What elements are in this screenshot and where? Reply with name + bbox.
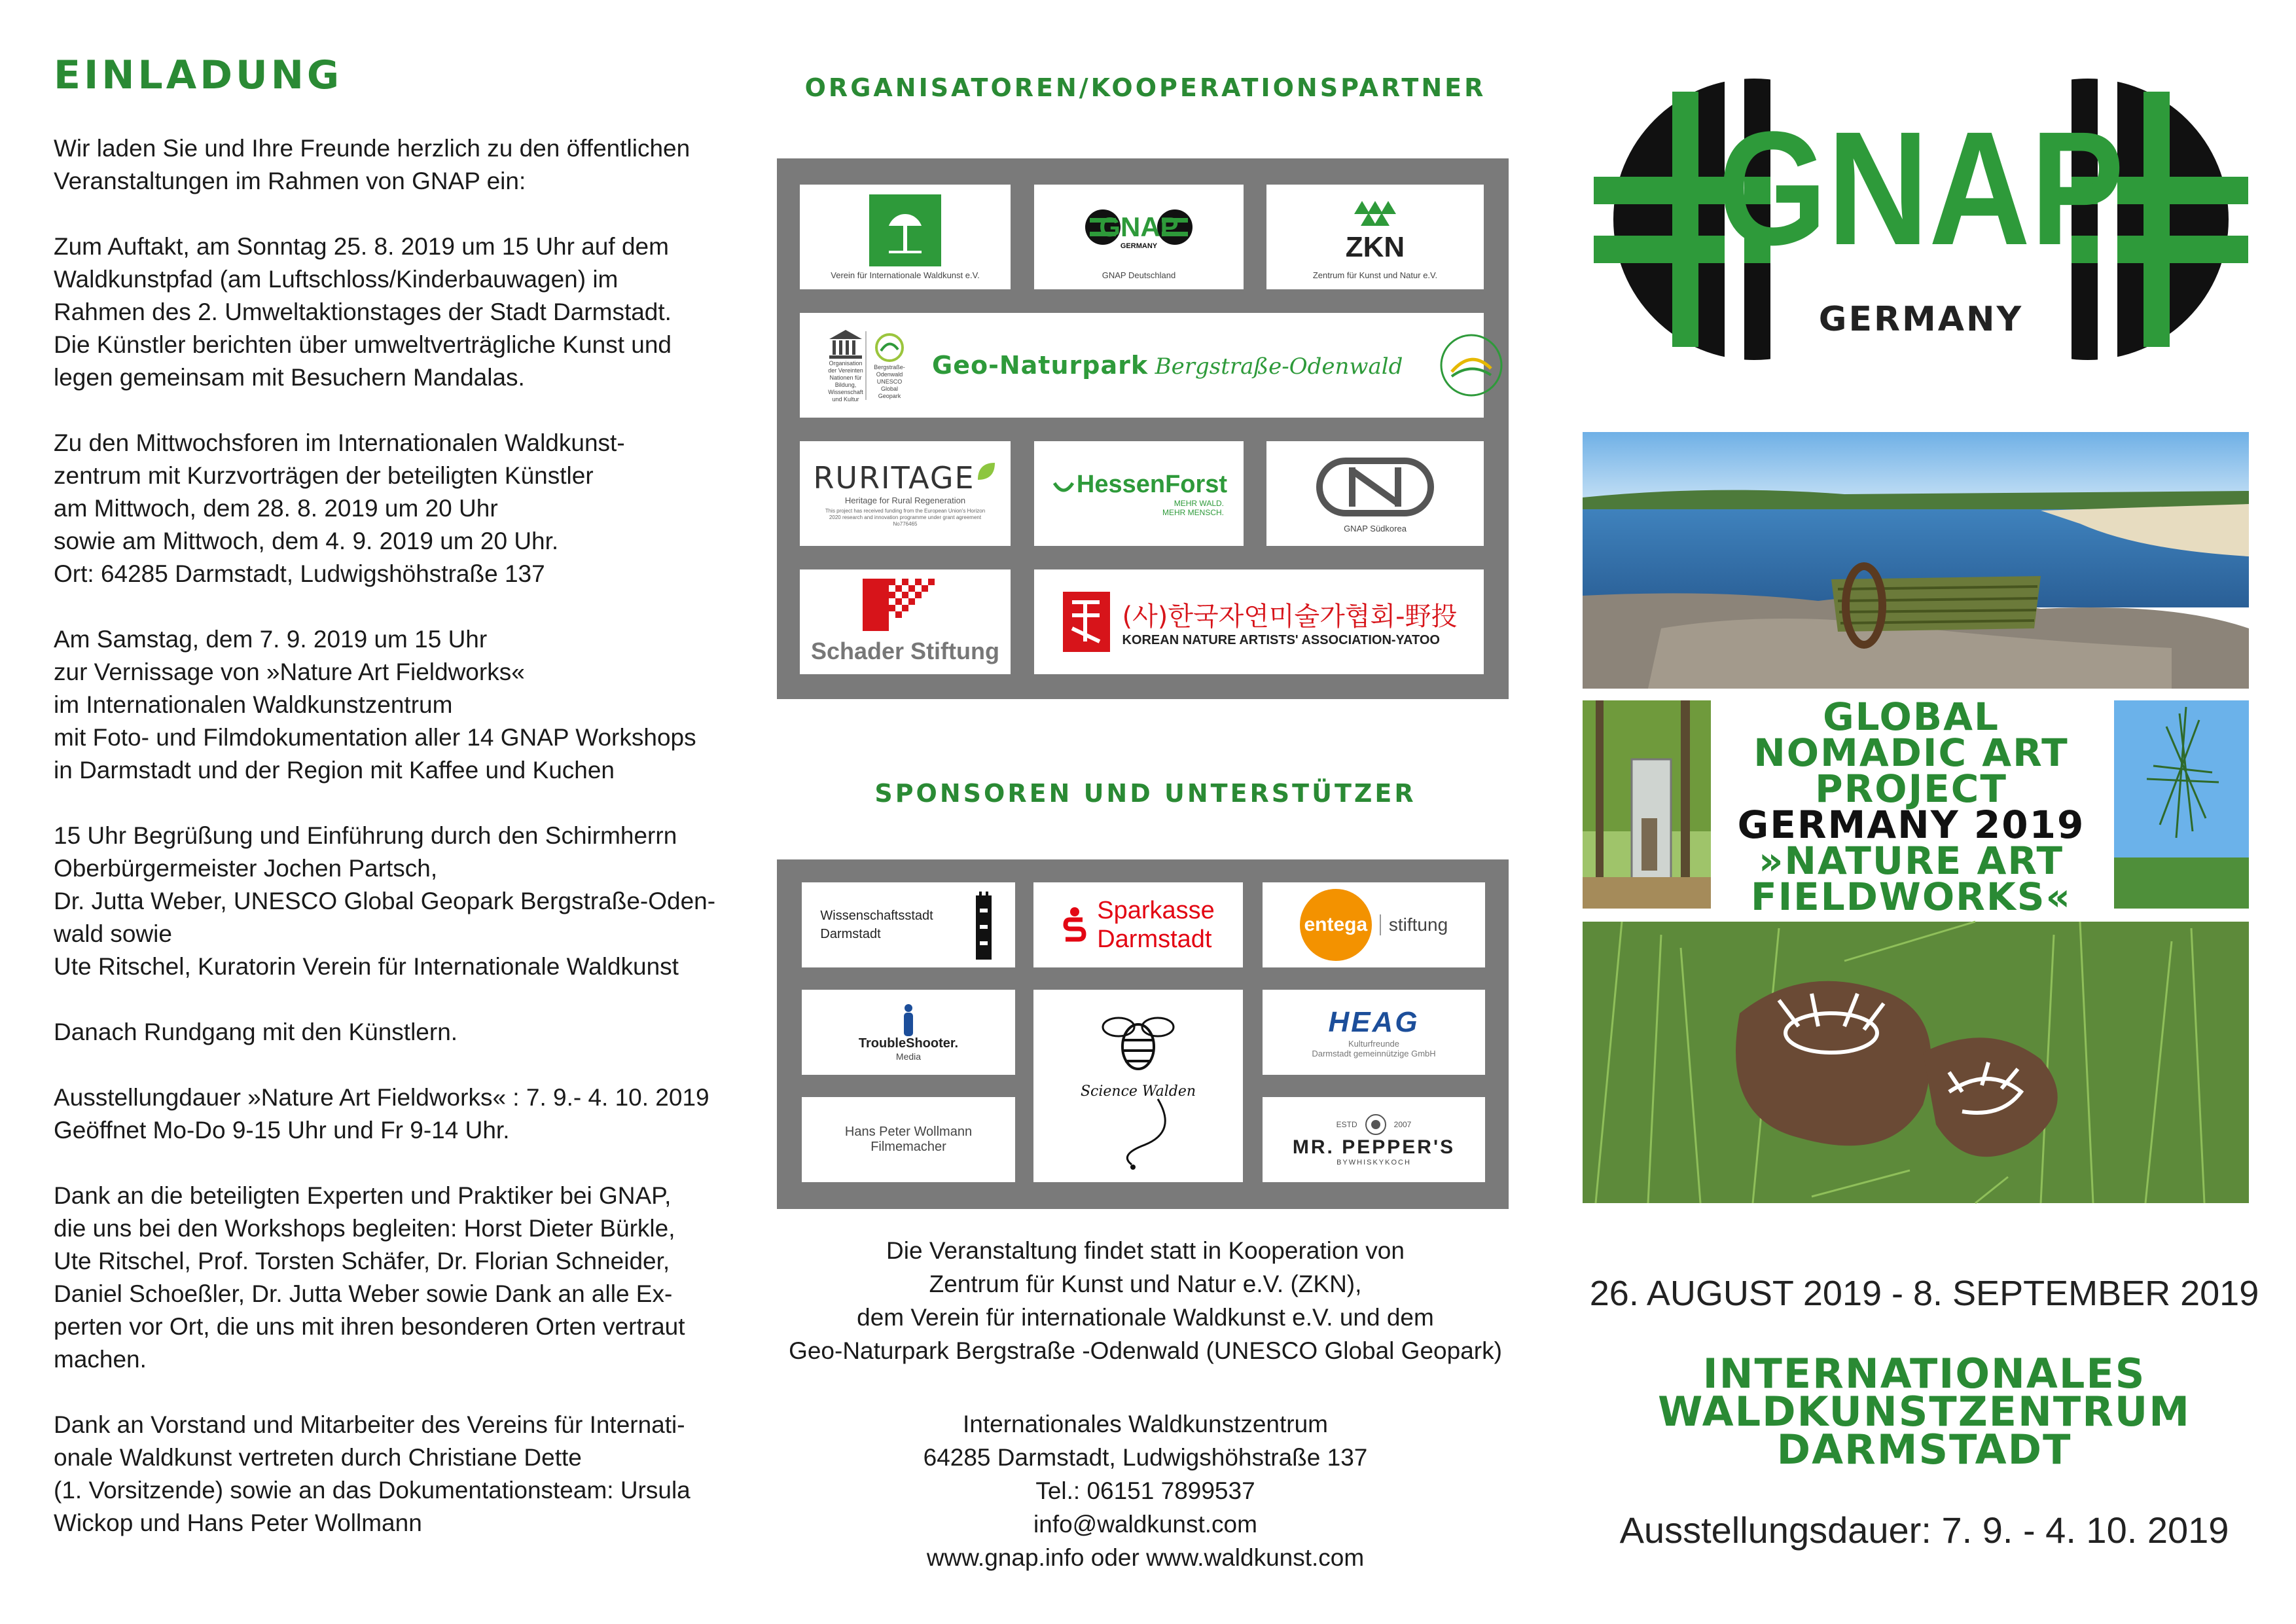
entega-sub: stiftung <box>1380 914 1448 935</box>
unesco-block <box>826 327 865 403</box>
schader-checker-icon <box>863 579 948 631</box>
sparkasse-line-1: Sparkasse <box>1097 897 1215 924</box>
organizers-title: ORGANISATOREN/KOOPERATIONSPARTNER <box>804 73 1486 102</box>
project-title-line: GERMANY 2019 <box>1737 803 2085 847</box>
project-title-line: »NATURE ART <box>1758 839 2064 883</box>
contact-line: www.gnap.info oder www.waldkunst.com <box>926 1544 1365 1571</box>
science-walden-bee-icon <box>1080 1001 1196 1171</box>
cooperation-line: Geo-Naturpark Bergstraße -Odenwald (UNESCO Global Geopark) <box>789 1337 1502 1364</box>
gnap-globe-icon <box>1083 194 1194 266</box>
yatoo-seal-icon <box>1060 589 1113 655</box>
photo-grass-sculpture <box>2114 700 2249 909</box>
invitation-paragraph-line: (1. Vorsitzende) sowie an das Dokumentationsteam: Ursula <box>54 1477 691 1504</box>
unesco-temple-icon <box>826 327 865 360</box>
venue-title-line: DARMSTADT <box>1776 1426 2072 1473</box>
project-title-line: FIELDWORKS« <box>1750 875 2072 919</box>
invitation-paragraph-line: perten vor Ort, die uns mit ihren besonderen Orten vertraut <box>54 1313 685 1340</box>
invitation-paragraph <box>54 1081 734 1147</box>
gnap-germany-logo <box>1594 79 2248 360</box>
invitation-paragraph <box>54 230 734 394</box>
invitation-paragraph-line: in Darmstadt und der Region mit Kaffee und Kuchen <box>54 757 615 784</box>
invitation-paragraph-line: Veranstaltungen im Rahmen von GNAP ein: <box>54 168 526 194</box>
venue-title-line: INTERNATIONALES <box>1702 1350 2146 1398</box>
logo-wissenschaftsstadt <box>802 882 1015 967</box>
sponsors-panel <box>777 859 1509 1209</box>
logo-wollmann <box>802 1097 1015 1182</box>
logo-zkn <box>1266 185 1484 289</box>
troubleshooter-figure-icon <box>899 1003 918 1036</box>
hessenforst-claim-2: MEHR MENSCH. <box>1162 507 1224 517</box>
project-title-line: PROJECT <box>1815 767 2007 811</box>
logo-geo-naturpark <box>800 313 1484 418</box>
logo-schader <box>800 569 1011 674</box>
zkn-trees-icon <box>1336 194 1414 266</box>
troubleshooter-sub: Media <box>895 1051 922 1062</box>
invitation-paragraph-line: onale Waldkunst vertreten durch Christiane Dette <box>54 1444 582 1471</box>
invitation-paragraph-line: Ute Ritschel, Kuratorin Verein für Internationale Waldkunst <box>54 953 679 980</box>
entega-circle: entega <box>1300 889 1372 961</box>
logo-mr-peppers <box>1263 1097 1485 1182</box>
invitation-title: EINLADUNG <box>54 52 343 98</box>
hessenforst-wordmark <box>1050 471 1227 499</box>
gnap-logo-word: GNAP <box>1717 98 2125 280</box>
photo-painted-stones <box>1583 922 2249 1203</box>
troubleshooter-word: TroubleShooter. <box>858 1036 959 1051</box>
invitation-paragraph <box>54 1180 734 1376</box>
hessenforst-claim <box>1162 499 1224 517</box>
gnap-korea-symbol-icon <box>1313 454 1437 520</box>
invitation-paragraph-line: wald sowie <box>54 920 172 947</box>
heag-sub-2: Darmstadt gemeinnützige GmbH <box>1312 1049 1436 1058</box>
invitation-paragraph-line: Daniel Schoeßler, Dr. Jutta Weber sowie Dank an alle Ex- <box>54 1280 673 1307</box>
invitation-paragraph-line: 15 Uhr Begrüßung und Einführung durch den Schirmherrn <box>54 822 677 849</box>
unesco-small-text: Organisation der Vereinten Nationen für Bildung, Wissenschaft und Kultur <box>828 360 863 403</box>
invitation-paragraph-line: Waldkunstpfad (am Luftschloss/Kinderbauwagen) im <box>54 266 619 293</box>
wiss-line-2: Darmstadt <box>820 927 881 941</box>
invitation-body <box>54 132 734 1540</box>
hessenforst-claim-1: MEHR WALD. <box>1174 498 1224 508</box>
invitation-paragraph-line: Ausstellungdauer »Nature Art Fieldworks« : 7. 9.- 4. 10. 2019 <box>54 1084 709 1111</box>
invitation-paragraph-line: mit Foto- und Filmdokumentation aller 14 GNAP Workshops <box>54 724 696 751</box>
invitation-paragraph-line: Die Künstler berichten über umweltverträgliche Kunst und <box>54 331 672 358</box>
invitation-paragraph-line: Ute Ritschel, Prof. Torsten Schäfer, Dr. Florian Schneider, <box>54 1248 670 1274</box>
invitation-paragraph-line: Ort: 64285 Darmstadt, Ludwigshöhstraße 137 <box>54 560 545 587</box>
logo-yatoo <box>1034 569 1484 674</box>
pepper-word: MR. PEPPER'S <box>1292 1136 1456 1158</box>
logo-heag <box>1263 990 1485 1075</box>
wiss-text <box>820 907 933 943</box>
wiss-line-1: Wissenschaftsstadt <box>820 909 933 923</box>
invitation-paragraph-line: Dr. Jutta Weber, UNESCO Global Geopark Bergstraße-Oden- <box>54 888 716 914</box>
organizers-panel <box>777 158 1509 699</box>
contact-block <box>776 1407 1515 1574</box>
pepper-seal-icon <box>1364 1113 1388 1136</box>
geopark-small-text: Bergstraße-Odenwald UNESCO Global Geopark <box>874 363 905 399</box>
zkn-word: ZKN <box>1345 230 1405 263</box>
project-title-line: GLOBAL <box>1823 695 2000 739</box>
invitation-paragraph-line: legen gemeinsam mit Besuchern Mandalas. <box>54 364 525 391</box>
geo-naturpark-seal-icon <box>1435 329 1507 401</box>
invitation-paragraph-line: Zum Auftakt, am Sonntag 25. 8. 2019 um 15 Uhr auf dem <box>54 233 669 260</box>
schader-wordmark <box>811 638 999 665</box>
exhibition-duration: Ausstellungsdauer: 7. 9. - 4. 10. 2019 <box>1619 1509 2229 1551</box>
wollmann-line-1: Hans Peter Wollmann <box>844 1125 973 1139</box>
ruritage-sub: Heritage for Rural Regeneration <box>844 495 966 505</box>
contact-line: 64285 Darmstadt, Ludwigshöhstraße 137 <box>923 1444 1368 1471</box>
ruritage-note: This project has received funding from the European Union's Horizon 2020 research and innovation programme under grant agreement No776465 <box>825 507 986 527</box>
gnap-logo-sub: GERMANY <box>1818 300 2024 339</box>
invitation-paragraph-line: die uns bei den Workshops begleiten: Horst Dieter Bürkle, <box>54 1215 675 1242</box>
invitation-paragraph-line: am Mittwoch, dem 28. 8. 2019 um 20 Uhr <box>54 495 498 522</box>
invitation-paragraph-line: Wickop und Hans Peter Wollmann <box>54 1509 422 1536</box>
invitation-paragraph-line: Geöffnet Mo-Do 9-15 Uhr und Fr 9-14 Uhr. <box>54 1117 510 1144</box>
gnap-small-word: GNAP <box>1099 211 1179 242</box>
gnap-kr-caption: GNAP Südkorea <box>1344 523 1407 533</box>
yatoo-korean: (사)한국자연미술가협회-野投 <box>1122 602 1458 632</box>
gnap-small-sub: GERMANY <box>1120 242 1158 250</box>
invitation-paragraph-line: Dank an Vorstand und Mitarbeiter des Vereins für Internati- <box>54 1411 685 1438</box>
wollmann-line-2: Filmemacher <box>870 1140 946 1154</box>
photo-forest-installation <box>1583 700 1711 909</box>
cooperation-text <box>776 1234 1515 1367</box>
event-dates: 26. AUGUST 2019 - 8. SEPTEMBER 2019 <box>1589 1274 2259 1313</box>
geopark-swirl-icon <box>873 331 906 364</box>
sponsors-title: SPONSOREN UND UNTERSTÜTZER <box>874 779 1416 808</box>
invitation-paragraph-line: im Internationalen Waldkunstzentrum <box>54 691 453 718</box>
invitation-paragraph <box>54 1016 734 1049</box>
yatoo-english: KOREAN NATURE ARTISTS' ASSOCIATION-YATOO <box>1122 633 1440 647</box>
invitation-paragraph-line: zur Vernissage von »Nature Art Fieldworks« <box>54 659 525 685</box>
hessenforst-swoosh-icon <box>1050 471 1077 497</box>
invitation-paragraph <box>54 623 734 787</box>
logo-gnap-kr <box>1266 441 1484 546</box>
sparkasse-line-2: Darmstadt <box>1097 926 1212 953</box>
geopark-block <box>865 331 906 400</box>
logo-ruritage <box>800 441 1011 546</box>
ruritage-wordmark <box>813 460 997 496</box>
heag-sub-1: Kulturfreunde <box>1348 1039 1400 1049</box>
ruritage-leaf-icon <box>975 460 997 482</box>
invitation-paragraph-line: Zu den Mittwochsforen im Internationalen Waldkunst- <box>54 429 625 456</box>
invitation-paragraph <box>54 132 734 198</box>
invitation-paragraph-line: zentrum mit Kurzvorträgen der beteiligten Künstler <box>54 462 594 489</box>
cooperation-line: Zentrum für Kunst und Natur e.V. (ZKN), <box>929 1271 1362 1297</box>
invitation-paragraph-line: sowie am Mittwoch, dem 4. 9. 2019 um 20 Uhr. <box>54 528 559 554</box>
invitation-column <box>54 52 734 1572</box>
waldkunst-caption: Verein für Internationale Waldkunst e.V. <box>831 270 980 280</box>
geo-naturpark-name: Geo-Naturpark <box>932 350 1149 380</box>
pepper-badge <box>1336 1113 1412 1136</box>
photo-river-sculpture <box>1583 432 2249 689</box>
invitation-paragraph-line: Danach Rundgang mit den Künstlern. <box>54 1019 458 1045</box>
project-title <box>1715 695 2108 919</box>
schader-word: Schader Stiftung <box>810 638 1000 664</box>
invitation-paragraph-line: Wir laden Sie und Ihre Freunde herzlich zu den öffentlichen <box>54 135 691 162</box>
yatoo-wordmark <box>1122 596 1457 648</box>
pepper-year: 2007 <box>1393 1120 1412 1129</box>
logo-sparkasse <box>1033 882 1243 967</box>
invitation-paragraph-line: Rahmen des 2. Umweltaktionstages der Stadt Darmstadt. <box>54 298 672 325</box>
invitation-paragraph <box>54 1409 734 1540</box>
cooperation-line: dem Verein für internationale Waldkunst e.V. und dem <box>857 1304 1434 1331</box>
sparkasse-s-icon <box>1062 905 1088 945</box>
cooperation-line: Die Veranstaltung findet statt in Kooperation von <box>886 1237 1405 1264</box>
logo-science-walden <box>1033 990 1243 1182</box>
invitation-paragraph <box>54 820 734 983</box>
invitation-paragraph-line: Am Samstag, dem 7. 9. 2019 um 15 Uhr <box>54 626 488 653</box>
logo-entega <box>1263 882 1485 967</box>
pepper-sub: BYWHISKYKOCH <box>1336 1159 1411 1166</box>
venue-title-line: WALDKUNSTZENTRUM <box>1658 1388 2191 1435</box>
logo-troubleshooter <box>802 990 1015 1075</box>
gnap-de-caption: GNAP Deutschland <box>1102 270 1176 280</box>
logo-waldkunst <box>800 185 1011 289</box>
sparkasse-text <box>1097 896 1215 954</box>
hessenforst-word: HessenForst <box>1076 470 1228 498</box>
heag-sub <box>1312 1039 1435 1058</box>
venue-title <box>1584 1350 2265 1473</box>
invitation-paragraph-line: Dank an die beteiligten Experten und Praktiker bei GNAP, <box>54 1182 672 1209</box>
logo-hessenforst <box>1034 441 1244 546</box>
invitation-paragraph <box>54 427 734 590</box>
contact-line: info@waldkunst.com <box>1033 1511 1257 1538</box>
contact-line: Internationales Waldkunstzentrum <box>962 1411 1329 1437</box>
geo-naturpark-region: Bergstraße-Odenwald <box>1155 353 1403 380</box>
ruritage-word: RURITAGE <box>813 460 975 496</box>
project-title-line: NOMADIC ART <box>1753 731 2069 775</box>
pepper-estd: ESTD <box>1336 1120 1357 1129</box>
invitation-paragraph-line: Oberbürgermeister Jochen Partsch, <box>54 855 438 882</box>
invitation-paragraph-line: machen. <box>54 1346 147 1373</box>
wedding-tower-icon <box>971 889 997 961</box>
science-walden-word: Science Walden <box>1080 1083 1196 1100</box>
contact-line: Tel.: 06151 7899537 <box>1035 1477 1255 1504</box>
geo-naturpark-wordmark <box>932 351 1403 380</box>
logo-gnap-de <box>1034 185 1244 289</box>
waldkunst-emblem-icon <box>869 194 941 266</box>
heag-word: HEAG <box>1328 1006 1420 1038</box>
zkn-caption: Zentrum für Kunst und Natur e.V. <box>1312 270 1438 280</box>
